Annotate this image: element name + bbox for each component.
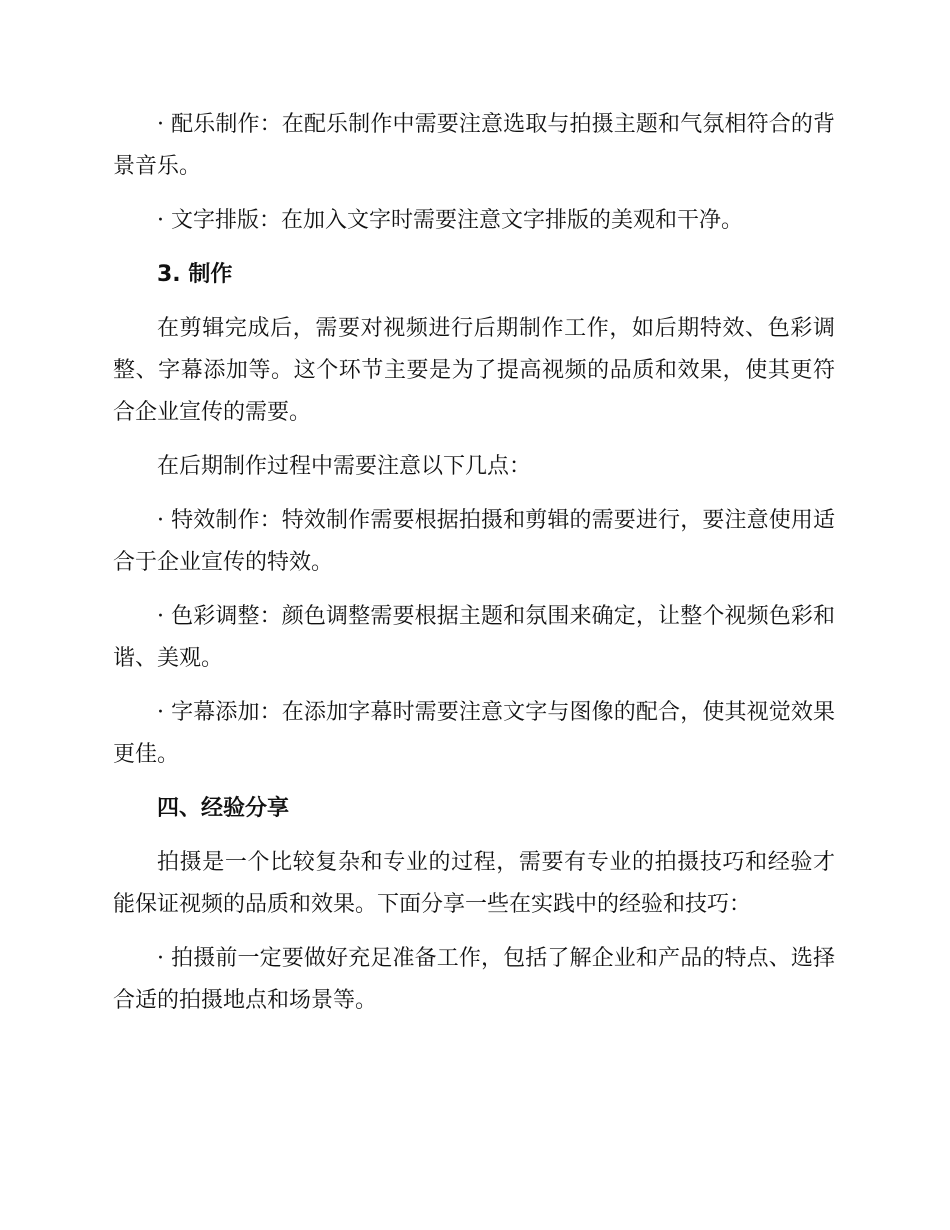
bullet-subtitles: · 字幕添加：在添加字幕时需要注意文字与图像的配合，使其视觉效果更佳。 [113, 700, 835, 767]
paragraph-experience-intro: 拍摄是一个比较复杂和专业的过程，需要有专业的拍摄技巧和经验才能保证视频的品质和效果。下面分享一些在实践中的经验和技巧： [113, 850, 835, 917]
bullet-preparation: · 拍摄前一定要做好充足准备工作，包括了解企业和产品的特点、选择合适的拍摄地点和场景等。 [113, 946, 835, 1013]
document-page [113, 104, 835, 1034]
paragraph-postproduction-notes: 在后期制作过程中需要注意以下几点： [157, 454, 532, 479]
bullet-color-grading: · 色彩调整：颜色调整需要根据主题和氛围来确定，让整个视频色彩和谐、美观。 [113, 604, 835, 671]
bullet-text-layout: · 文字排版：在加入文字时需要注意文字排版的美观和干净。 [157, 208, 743, 233]
paragraph-production-intro: 在剪辑完成后，需要对视频进行后期制作工作，如后期特效、色彩调整、字幕添加等。这个环节主要是为了提高视频的品质和效果，使其更符合企业宣传的需要。 [113, 316, 835, 425]
bullet-music: · 配乐制作：在配乐制作中需要注意选取与拍摄主题和气氛相符合的背景音乐。 [113, 112, 835, 179]
section-heading-production: 3. 制作 [157, 262, 233, 287]
bullet-effects: · 特效制作：特效制作需要根据拍摄和剪辑的需要进行，要注意使用适合于企业宣传的特效。 [113, 508, 835, 575]
section-heading-experience: 四、经验分享 [157, 796, 290, 821]
